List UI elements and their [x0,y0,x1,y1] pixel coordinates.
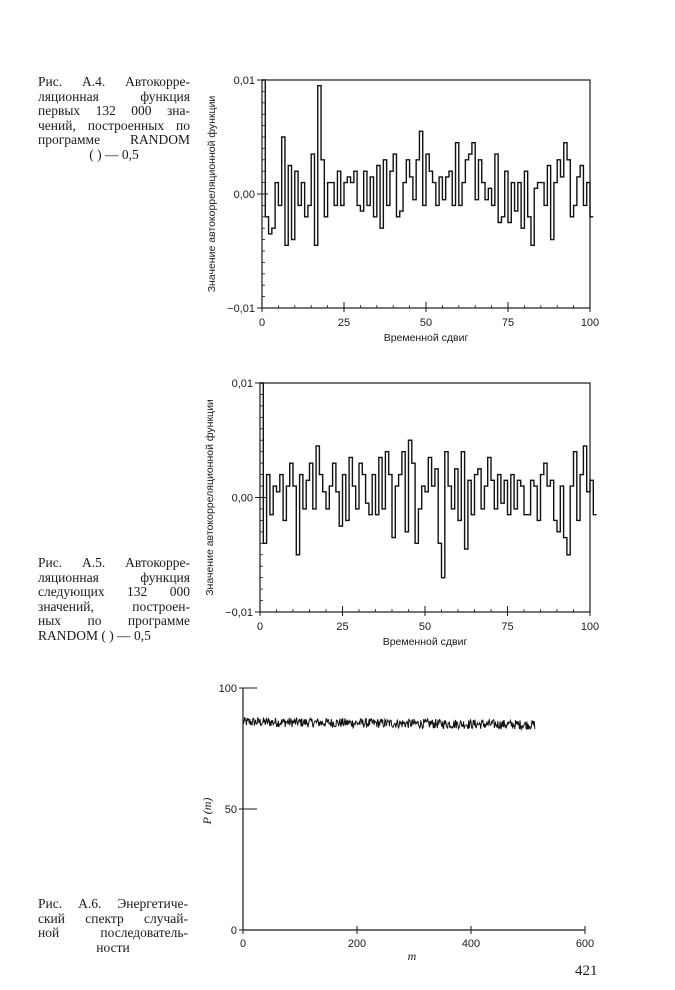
x-tick-label: 50 [418,621,432,633]
series-line [260,383,597,578]
x-tick-label: 75 [501,621,514,633]
x-axis-label: Временной сдвиг [383,332,469,344]
x-tick-label: 600 [575,938,595,950]
chart-fig-a6 [0,660,675,970]
y-tick-label: 0,00 [231,492,253,505]
caption-line: ( ) — 0,5 [89,146,139,162]
y-tick-label: 0,01 [233,75,255,87]
caption-line: ляционная функция [38,569,190,585]
y-axis-label: Значение автокорреляционной функции [204,399,216,596]
x-tick-label: 0 [258,317,266,329]
x-tick-label: 400 [461,938,481,950]
spectrum-line [243,717,535,729]
y-axis-label: P (m) [200,797,214,825]
caption-line: ский спектр случай- [38,910,188,926]
caption-line: ной последователь- [38,925,188,940]
x-axis-label: m [407,949,417,963]
caption-label: Рис. А.6. [38,896,102,911]
y-tick-label: 100 [218,683,237,695]
x-tick-label: 200 [347,938,367,950]
page-number: 421 [575,963,598,979]
y-tick-label: −0,01 [225,607,253,619]
x-tick-label: 50 [419,317,433,329]
caption-line: чений, построенных по [38,117,190,133]
x-tick-label: 0 [239,938,247,950]
x-tick-label: 75 [501,317,515,329]
chart-fig-a5 [0,360,675,660]
caption-line: RANDOM ( ) — 0,5 [38,627,151,643]
caption-line: программе RANDOM [38,132,190,147]
caption-line: Автокорре- [125,555,190,570]
caption-line: следующих 132 000 [38,584,190,599]
x-tick-label: 100 [580,621,600,633]
x-tick-label: 100 [580,317,600,329]
chart-fig-a4 [0,0,675,360]
caption-line: ности [96,939,130,955]
y-tick-label: 0 [230,925,237,937]
caption-line: значений, построен- [38,598,190,614]
caption-line: Энергетиче- [117,896,188,911]
y-tick-label: −0,01 [227,303,255,315]
x-tick-label: 25 [337,317,351,329]
y-tick-label: 0,01 [231,378,253,390]
series-line [262,80,593,245]
caption-line: Автокорре- [125,74,190,89]
y-tick-label: 0,00 [233,189,255,201]
x-axis-label: Временной сдвиг [382,636,468,648]
caption-line: ляционная функция [38,88,190,104]
y-tick-label: 50 [224,804,237,816]
x-tick-label: 25 [336,621,349,633]
caption-label: Рис. А.4. [38,74,106,89]
y-axis-label: Значение автокорреляционной функции [206,95,218,293]
x-tick-label: 0 [256,621,264,633]
caption-line: первых 132 000 зна- [38,103,190,118]
caption-line: ных по программе [38,613,190,628]
caption-label: Рис. А.5. [38,555,106,570]
